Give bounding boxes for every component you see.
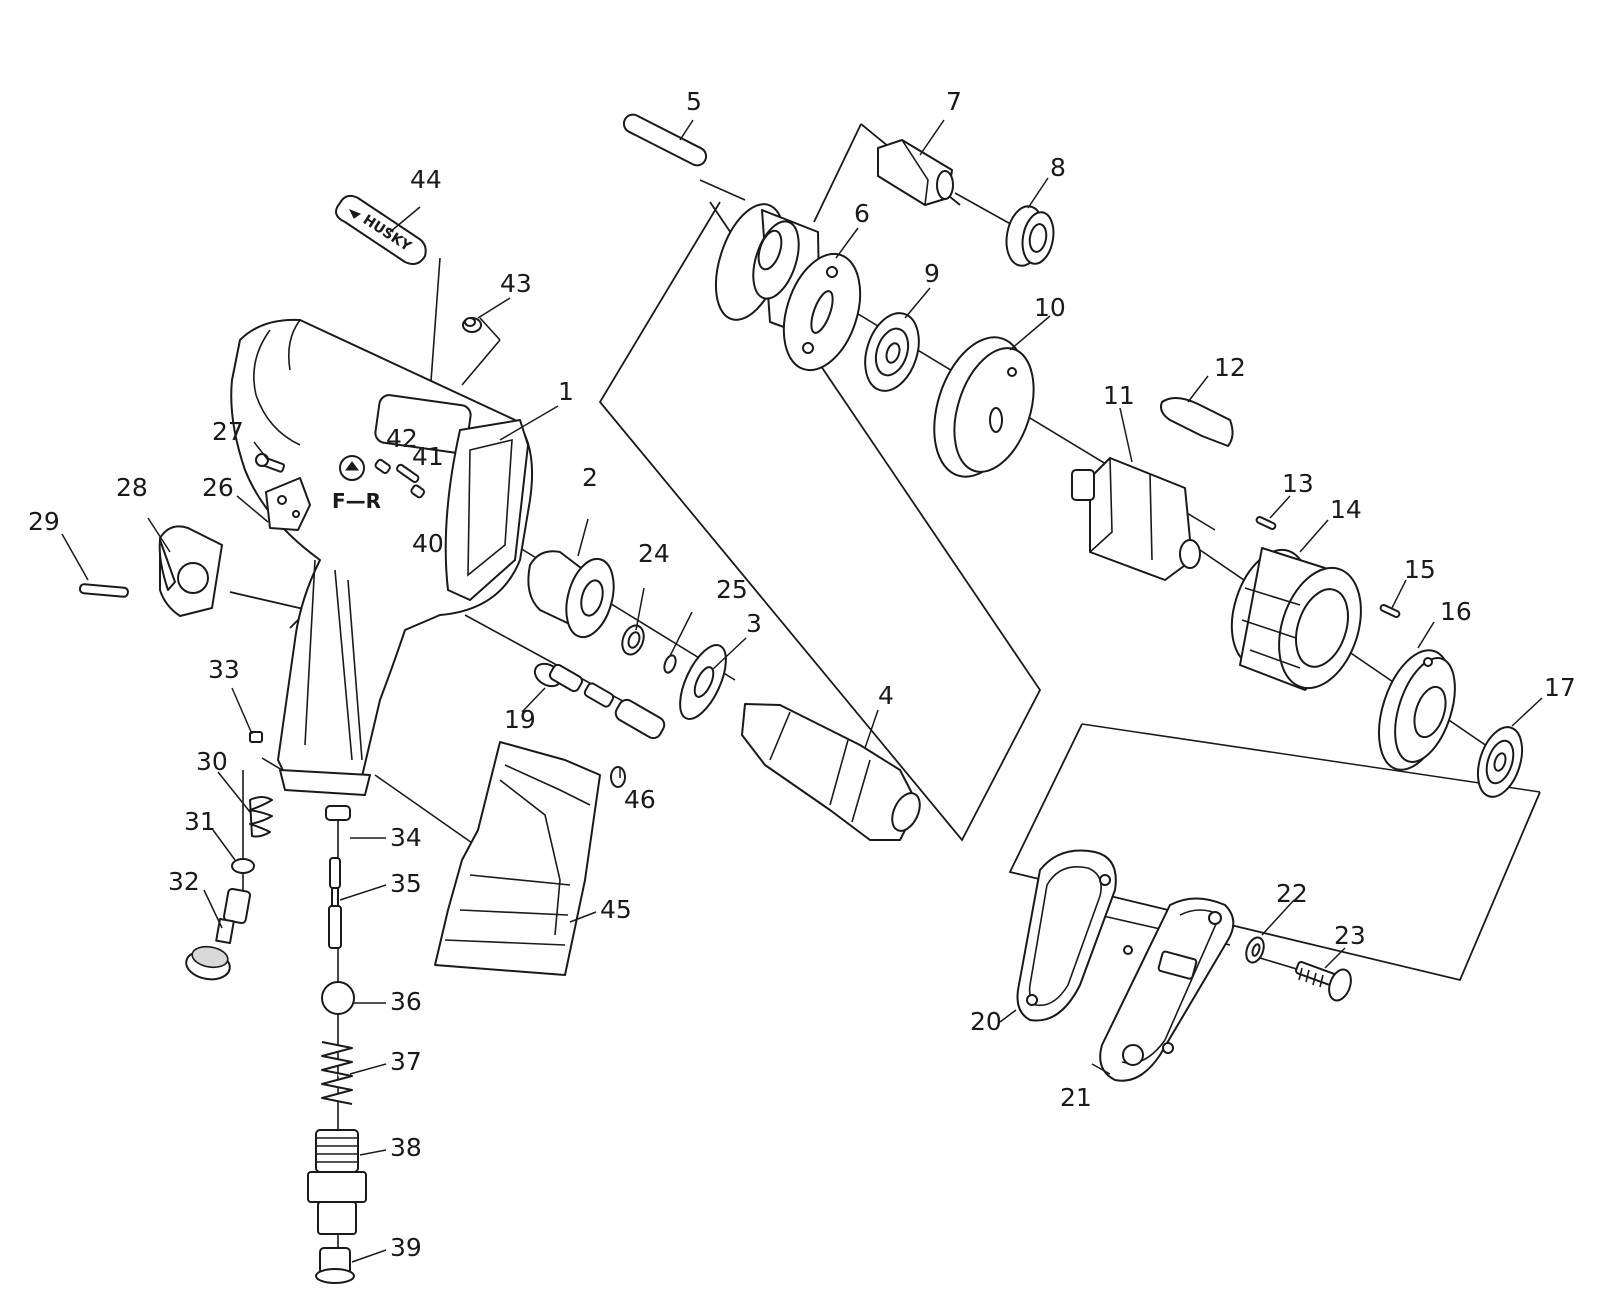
badge-logo-text: HUSKY xyxy=(359,211,414,255)
part-21-back-cover xyxy=(1100,899,1233,1081)
part-37-spring xyxy=(322,1042,352,1104)
label-35: 35 xyxy=(390,869,422,898)
part-43-plug xyxy=(463,318,481,332)
label-38: 38 xyxy=(390,1133,422,1162)
part-7-block xyxy=(878,140,953,205)
label-42: 42 xyxy=(386,424,418,453)
part-17-bearing xyxy=(1470,722,1530,803)
label-19: 19 xyxy=(504,705,536,734)
part-38-inlet xyxy=(308,1130,366,1234)
housing-marking-text: F—R xyxy=(332,489,382,513)
part-3-washer xyxy=(671,639,736,726)
label-25: 25 xyxy=(716,575,748,604)
label-43: 43 xyxy=(500,269,532,298)
label-27: 27 xyxy=(212,417,244,446)
label-8: 8 xyxy=(1050,153,1066,182)
label-32: 32 xyxy=(168,867,200,896)
label-37: 37 xyxy=(390,1047,422,1076)
label-20: 20 xyxy=(970,1007,1002,1036)
label-17: 17 xyxy=(1544,673,1576,702)
label-41: 41 xyxy=(412,442,444,471)
label-13: 13 xyxy=(1282,469,1314,498)
label-12: 12 xyxy=(1214,353,1246,382)
part-5-pin xyxy=(621,112,709,169)
part-36-ball xyxy=(322,982,354,1014)
part-46-oring xyxy=(611,767,625,787)
label-22: 22 xyxy=(1276,879,1308,908)
label-7: 7 xyxy=(946,87,962,116)
part-4-anvil xyxy=(742,704,925,840)
part-15-pin xyxy=(1380,604,1401,618)
part-16-rear-plate xyxy=(1365,641,1466,779)
part-11-rotor xyxy=(1072,458,1200,580)
label-30: 30 xyxy=(196,747,228,776)
part-39-cap xyxy=(316,1248,354,1283)
label-26: 26 xyxy=(202,473,234,502)
label-40: 40 xyxy=(412,529,444,558)
part-29-pin xyxy=(80,584,129,597)
label-4: 4 xyxy=(878,681,894,710)
label-23: 23 xyxy=(1334,921,1366,950)
label-16: 16 xyxy=(1440,597,1472,626)
part-20-gasket xyxy=(1018,850,1116,1020)
label-3: 3 xyxy=(746,609,762,638)
label-39: 39 xyxy=(390,1233,422,1262)
label-24: 24 xyxy=(638,539,670,568)
part-32-valve xyxy=(184,888,251,982)
part-30-spring xyxy=(250,797,272,837)
label-2: 2 xyxy=(582,463,598,492)
part-14-cylinder xyxy=(1218,540,1375,699)
part-13-pin xyxy=(1256,516,1277,530)
label-15: 15 xyxy=(1404,555,1436,584)
label-11: 11 xyxy=(1103,381,1135,410)
label-5: 5 xyxy=(686,87,702,116)
part-19-reverse-valve xyxy=(531,659,667,741)
label-10: 10 xyxy=(1034,293,1066,322)
label-28: 28 xyxy=(116,473,148,502)
label-29: 29 xyxy=(28,507,60,536)
part-45-grip xyxy=(435,742,600,975)
label-44: 44 xyxy=(410,165,442,194)
part-34-ring xyxy=(326,806,350,820)
part-35-valve-stem xyxy=(329,858,341,948)
label-46: 46 xyxy=(624,785,656,814)
label-31: 31 xyxy=(184,807,216,836)
part-10-front-plate xyxy=(918,326,1048,489)
part-44-badge xyxy=(336,196,426,264)
part-8-bushing xyxy=(1002,203,1057,268)
label-36: 36 xyxy=(390,987,422,1016)
part-1-housing xyxy=(231,320,532,795)
label-45: 45 xyxy=(600,895,632,924)
label-9: 9 xyxy=(924,259,940,288)
label-6: 6 xyxy=(854,199,870,228)
part-24-washer xyxy=(618,622,647,657)
label-1: 1 xyxy=(558,377,574,406)
part-2-bushing xyxy=(528,551,621,642)
label-34: 34 xyxy=(390,823,422,852)
part-25-oring xyxy=(662,654,678,674)
label-14: 14 xyxy=(1330,495,1362,524)
part-28-trigger-plate xyxy=(160,526,222,616)
part-31-oring xyxy=(232,859,254,873)
part-12-vane xyxy=(1161,398,1233,446)
part-22-washer xyxy=(1243,935,1267,965)
label-21: 21 xyxy=(1060,1083,1092,1112)
label-33: 33 xyxy=(208,655,240,684)
